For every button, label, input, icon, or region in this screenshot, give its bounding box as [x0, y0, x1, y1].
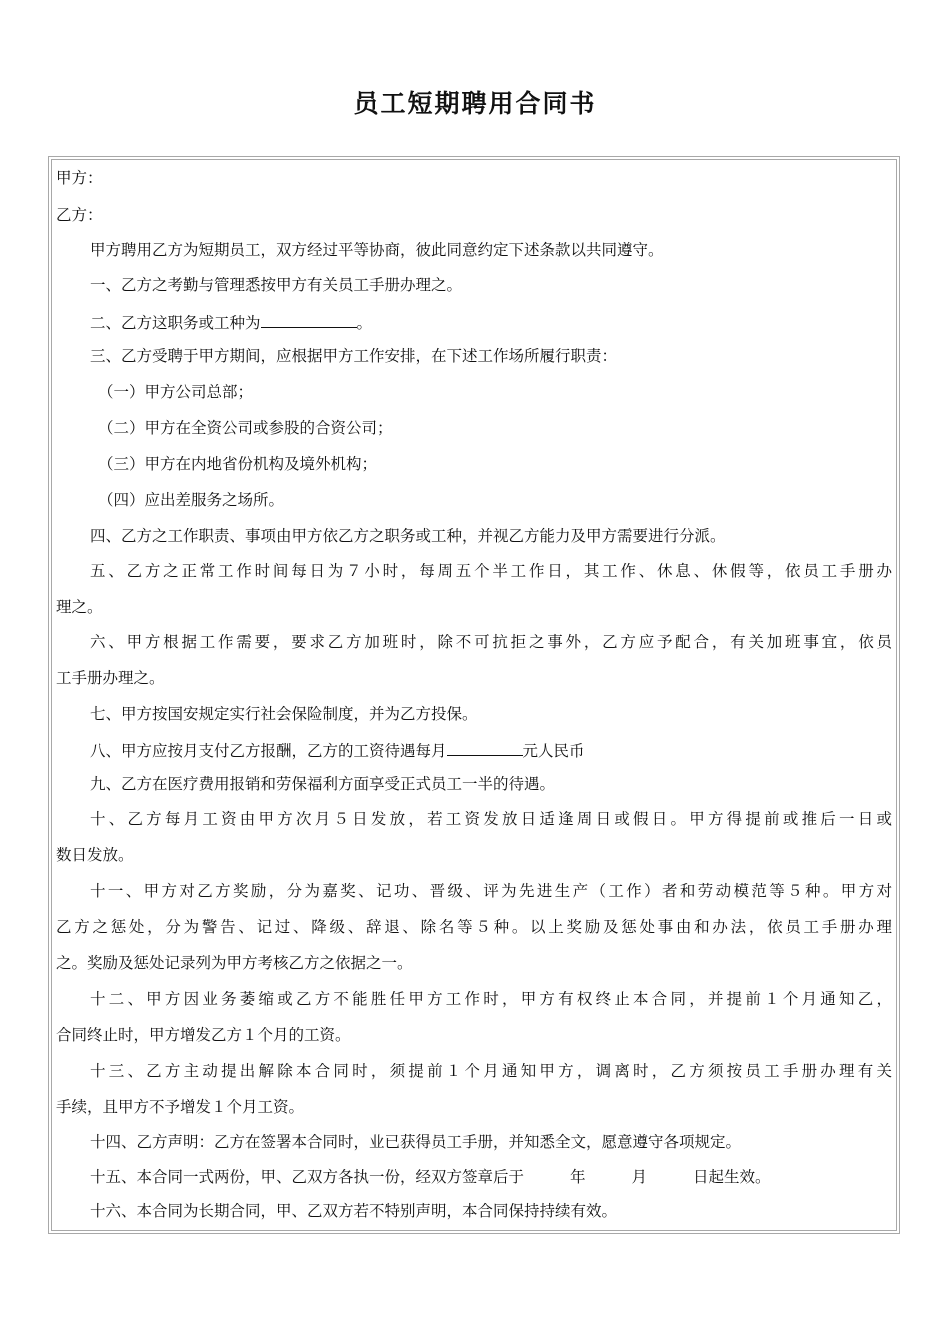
clause-13-line: 手续，且甲方不予增发１个月工资。 — [56, 1098, 305, 1116]
clause-9: 九、乙方在医疗费用报销和劳保福利方面享受正式员工一半的待遇。 — [90, 775, 556, 793]
clause-8-end: 元人民币 — [522, 742, 585, 760]
clause-13-line: 十三、乙方主动提出解除本合同时，须提前１个月通知甲方，调离时，乙方须按员工手册办理有关 — [90, 1062, 892, 1080]
clause-2 — [90, 311, 892, 333]
clause-12-line: 合同终止时，甲方增发乙方１个月的工资。 — [56, 1026, 351, 1044]
preamble: 甲方聘用乙方为短期员工，双方经过平等协商，彼此同意约定下述条款以共同遵守。 — [90, 241, 664, 259]
party-a-label: 甲方： — [56, 169, 103, 187]
clause-10-line: 十、乙方每月工资由甲方次月５日发放，若工资发放日适逢周日或假日。甲方得提前或推后一日或 — [90, 810, 892, 828]
clause-11-line: 十一、甲方对乙方奖励，分为嘉奖、记功、晋级、评为先进生产（工作）者和劳动模范等５种。甲方对 — [90, 882, 892, 900]
clause-15-end: 日起生效。 — [693, 1168, 771, 1186]
clause-8-text: 八、甲方应按月支付乙方报酬，乙方的工资待遇每月 — [90, 742, 447, 760]
clause-6-line: 工手册办理之。 — [56, 669, 165, 687]
contract-frame — [48, 156, 900, 1234]
clause-12-line: 十二、甲方因业务萎缩或乙方不能胜任甲方工作时，甲方有权终止本合同，并提前１个月通知乙， — [90, 990, 892, 1008]
job-title-blank[interactable] — [261, 311, 357, 328]
clause-14: 十四、乙方声明：乙方在签署本合同时，业已获得员工手册，并知悉全文，愿意遵守各项规定。 — [90, 1133, 742, 1151]
clause-15 — [90, 1167, 892, 1187]
salary-blank[interactable] — [447, 739, 523, 756]
clause-4: 四、乙方之工作职责、事项由甲方依乙方之职务或工种，并视乙方能力及甲方需要进行分派。 — [90, 527, 726, 545]
document-title: 员工短期聘用合同书 — [353, 89, 597, 118]
contract-body — [51, 159, 897, 1231]
month-label: 月 — [631, 1168, 648, 1186]
clause-11-line: 乙方之惩处，分为警告、记过、降级、辞退、除名等５种。以上奖励及惩处事由和办法，依员工手册办理 — [56, 918, 892, 936]
clause-3-item: （三）甲方在内地省份机构及境外机构； — [98, 455, 378, 473]
clause-16: 十六、本合同为长期合同，甲、乙双方若不特别声明，本合同保持持续有效。 — [90, 1202, 618, 1220]
clause-1: 一、乙方之考勤与管理悉按甲方有关员工手册办理之。 — [90, 276, 463, 294]
clause-3: 三、乙方受聘于甲方期间，应根据甲方工作安排，在下述工作场所履行职责： — [90, 347, 618, 365]
clause-15-text: 十五、本合同一式两份，甲、乙双方各执一份，经双方签章后于 — [90, 1168, 525, 1186]
clause-3-item: （四）应出差服务之场所。 — [98, 491, 285, 509]
clause-7: 七、甲方按国安规定实行社会保险制度，并为乙方投保。 — [90, 705, 478, 723]
clause-5-line: 理之。 — [56, 598, 103, 616]
clause-5-line: 五、乙方之正常工作时间每日为７小时，每周五个半工作日，其工作、休息、休假等，依员工手册办 — [90, 562, 892, 580]
party-b-label: 乙方： — [56, 206, 103, 224]
clause-6-line: 六、甲方根据工作需要，要求乙方加班时，除不可抗拒之事外，乙方应予配合，有关加班事宜，依员 — [90, 633, 892, 651]
clause-2-end: 。 — [356, 314, 373, 332]
clause-3-item: （一）甲方公司总部； — [98, 383, 254, 401]
clause-11-line: 之。奖励及惩处记录列为甲方考核乙方之依据之一。 — [56, 954, 413, 972]
year-label: 年 — [570, 1168, 586, 1186]
clause-3-item: （二）甲方在全资公司或参股的合资公司； — [98, 419, 393, 437]
clause-2-text: 二、乙方这职务或工种为 — [90, 314, 261, 332]
clause-8 — [90, 739, 892, 761]
clause-10-line: 数日发放。 — [56, 846, 134, 864]
